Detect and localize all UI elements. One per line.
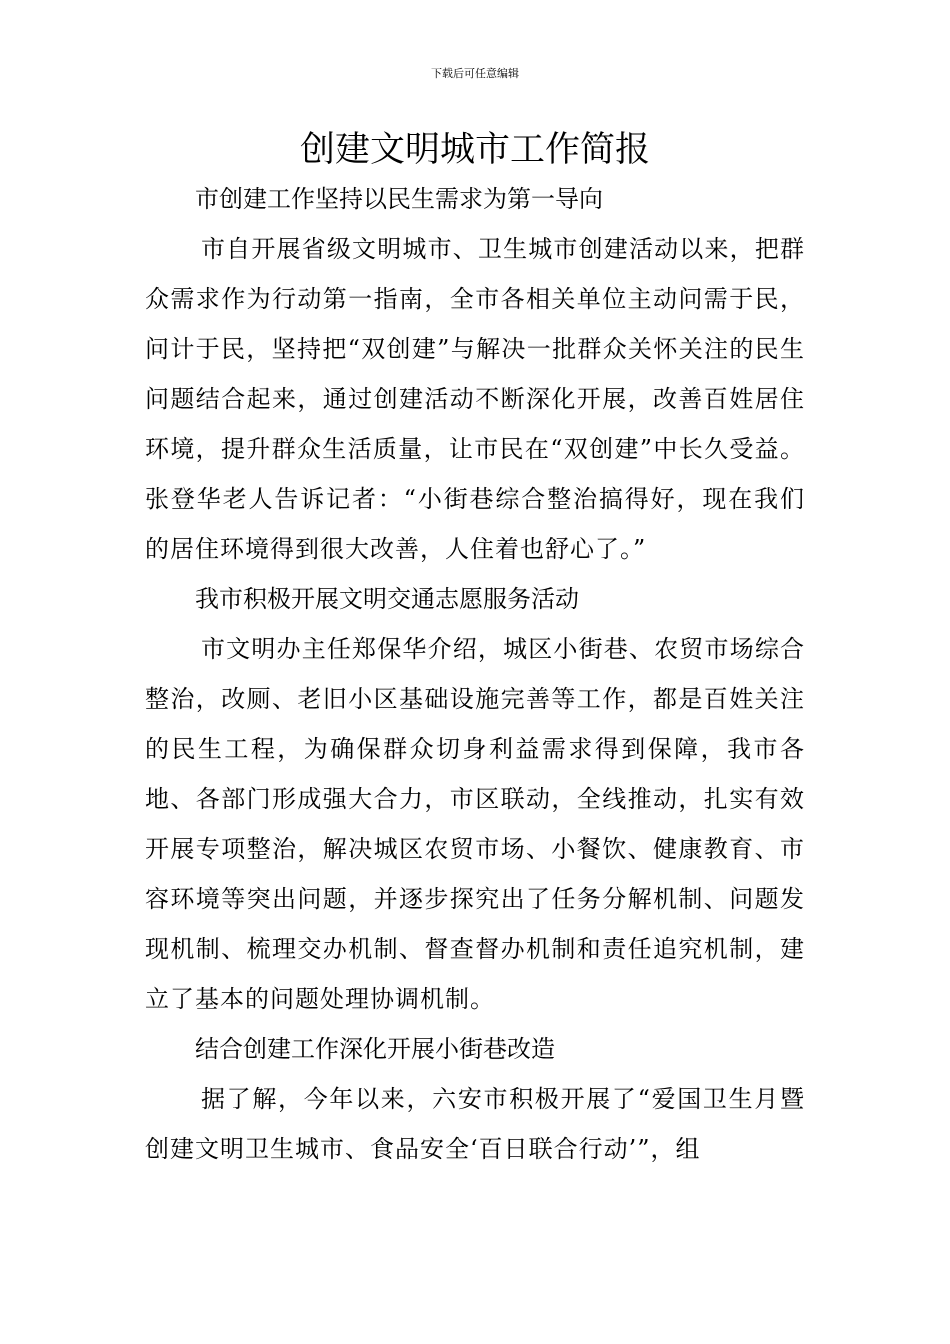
section-heading: 市创建工作坚持以民生需求为第一导向	[195, 185, 603, 213]
section-heading: 结合创建工作深化开展小街巷改造	[195, 1035, 555, 1063]
section-paragraph: 市文明办主任郑保华介绍，城区小街巷、农贸市场综合整治，改厕、老旧小区基础设施完善等工作，都是百姓关注的民生工程，为确保群众切身利益需求得到保障，我市各地、各部门形成强大合力，市区联动，全线推动，扎实有效开展专项整治，解决城区农贸市场、小餐饮、健康教育、市容环境等突出问题，并逐步探究出了任务分解机制、问题发现机制、梳理交办机制、督查督办机制和责任追究机制，建立了基本的问题处理协调机制。	[145, 635, 805, 1013]
document-title: 创建文明城市工作简报	[299, 130, 650, 170]
document-body	[145, 174, 805, 1174]
page-header: 下载后可任意编辑	[431, 67, 519, 80]
section-paragraph: 据了解，今年以来，六安市积极开展了“爱国卫生月暨创建文明卫生城市、食品安全‘百日联合行动’”，组	[145, 1085, 805, 1163]
section-paragraph: 市自开展省级文明城市、卫生城市创建活动以来，把群众需求作为行动第一指南，全市各相关单位主动问需于民，问计于民，坚持把“双创建”与解决一批群众关怀关注的民生问题结合起来，通过创建活动不断深化开展，改善百姓居住环境，提升群众生活质量，让市民在“双创建”中长久受益。张登华老人告诉记者：“小街巷综合整治搞得好，现在我们的居住环境得到很大改善，人住着也舒心了。”	[145, 235, 805, 563]
section-heading: 我市积极开展文明交通志愿服务活动	[195, 585, 579, 613]
